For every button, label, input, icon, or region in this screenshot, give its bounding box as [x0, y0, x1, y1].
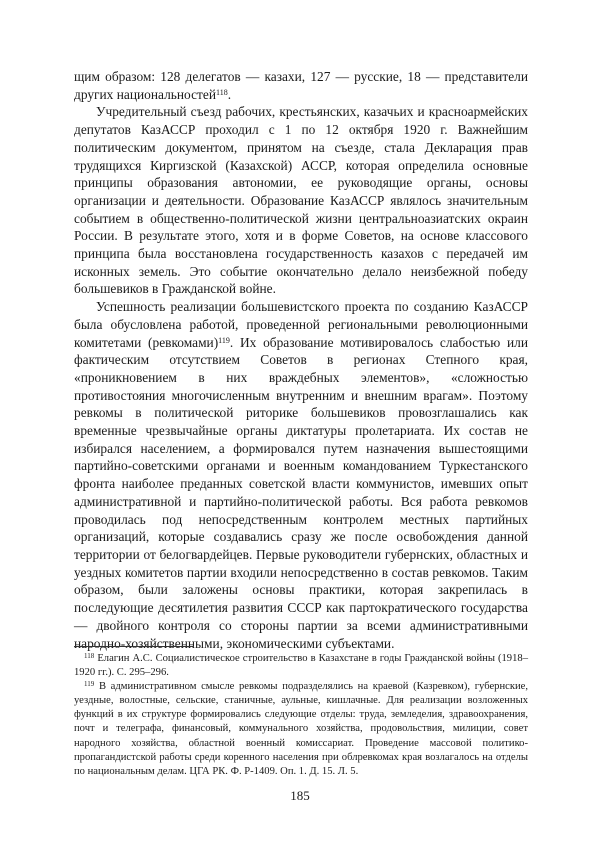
footnotes	[74, 652, 528, 779]
footnote-separator	[74, 646, 194, 647]
footnote-ref-118[interactable]: 118	[215, 87, 228, 97]
paragraph-1: щим образом: 128 делегатов — казахи, 127 — русские, 18 — представители других национальностей$^{118}$.	[74, 69, 528, 102]
footnote-118: $^{118}$ Елагин А.С. Социалистическое строительство в Казахстане в годы Гражданской войны (1918–1920 гг.). С. 295–296.	[74, 652, 528, 679]
page-number: 185	[290, 788, 310, 803]
footnote-119: $^{119}$ В административном смысле ревкомы подразделялись на краевой (Казревком), губернские, уездные, волостные, сельские, станичные, аульные, кишлачные. Для реализации возложенных функций в их структуре формировались следующие отделы: труда, земледелия, здравоохранения, почт и телеграфа, финансовый, коммунального хозяйства, продовольствия, милиции, совет народного хозяйства, областной военный комиссариат. Проведение массовой политико-пропагандистской работы среди коренного населения при облревкомах края возлагалось на отделы по национальным делам. ЦГА РК. Ф. Р-1409. Оп. 1. Д. 15. Л. 5.	[74, 680, 528, 777]
footnote-number: 119	[84, 680, 95, 689]
paragraph-3: Успешность реализации большевистского проекта по созданию КазАССР была обусловлена работой, проведенной региональными революционными комитетами (ревкомами)$^{119}$. Их образование мотивировалось слабостью или фактическим отсутствием Советов в регионах Степного края, «проникновением в них враждебных элементов», «сложностью противостояния многочисленным внутренним и внешним врагам». Поэтому ревкомы в политической риторике большевиков провозглашались как временные чрезвычайные органы диктатуры пролетариата. Их состав не избирался населением, а формировался путем назначения вышестоящими партийно-советскими органами и военным командованием Туркестанского фронта наиболее преданных советской власти коммунистов, имевших опыт административной и партийно-политической работы. Вся работа ревкомов проводилась под непосредственным контролем местных партийных организаций, которые создавались сразу же после освобождения данной территории от белогвардейцев. Первые руководители губернских, областных и уездных комитетов партии входили непосредственно в состав ревкомов. Таким образом, были заложены основы практики, которая закрепилась в последующие десятилетия развития СССР как партократического государства — двойного контроля со стороны партии за всеми административными народно-хозяйственными, экономическими субъектами.	[74, 299, 528, 651]
paragraph-2: Учредительный съезд рабочих, крестьянских, казачьих и красноармейских депутатов КазАССР проходил с 1 по 12 октября 1920 г. Важнейшим политическим документом, принятом на съезде, стала Декларация прав трудящихся Киргизской (Казахской) АССР, которая определила основные принципы образования автономии, ее руководящие органы, основы организации и деятельности. Образование КазАССР являлось значительным событием в общественно-политической жизни центральноазиатских окраин России. В результате этого, хотя и в форме Советов, на основе классового принципа была восстановлена государственность казахов с передачей им исконных земель. Это событие окончательно делало неизбежной победу большевиков в Гражданской войне.	[74, 104, 528, 297]
footnote-number: 118	[84, 652, 95, 660]
main-text	[74, 68, 528, 652]
footnote-ref-119[interactable]: 119	[218, 335, 230, 345]
